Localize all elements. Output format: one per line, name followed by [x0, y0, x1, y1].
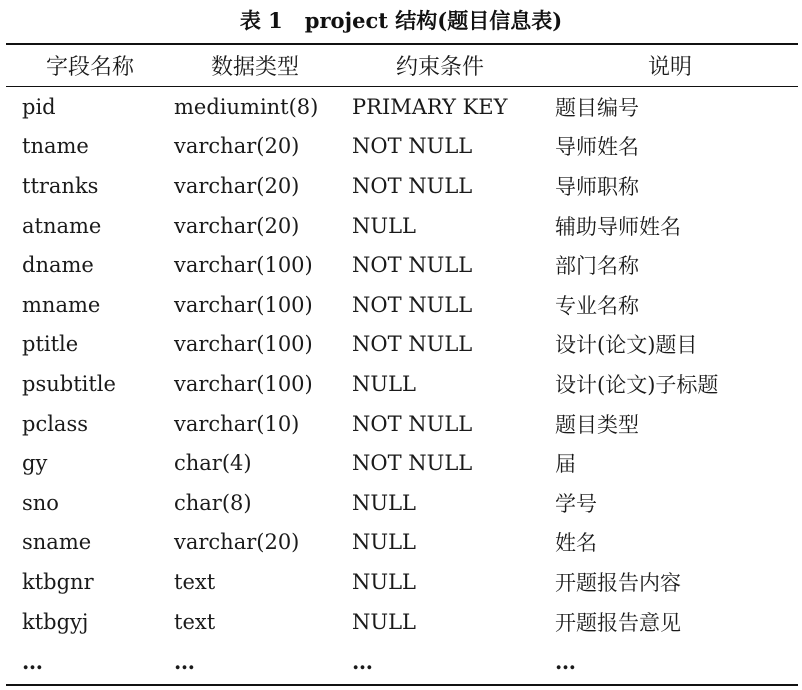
cell-field-name: ktbgnr	[22, 569, 94, 594]
cell-field-name: mname	[22, 292, 101, 317]
table-row	[0, 285, 802, 325]
cell-field-name: sname	[22, 530, 92, 555]
cell-description: 辅助导师姓名	[555, 214, 681, 239]
table-caption-title: project 结构(题目信息表)	[304, 8, 563, 33]
cell-description: 姓名	[555, 531, 597, 556]
cell-data-type: varchar(100)	[174, 371, 313, 396]
table-row	[0, 325, 802, 365]
cell-field-name: pclass	[22, 411, 88, 436]
table-row	[0, 206, 802, 246]
table-row	[0, 641, 802, 681]
cell-description: 部门名称	[555, 254, 639, 279]
header-field-name: 字段名称	[45, 55, 134, 80]
table-row	[0, 166, 802, 206]
cell-constraint: NULL	[352, 530, 416, 555]
cell-field-name: …	[22, 648, 44, 674]
cell-constraint: …	[352, 648, 374, 674]
cell-field-name: psubtitle	[22, 371, 116, 396]
table-row	[0, 245, 802, 285]
cell-description: 开题报告意见	[555, 610, 681, 635]
cell-data-type: varchar(20)	[174, 173, 300, 198]
cell-data-type: varchar(10)	[174, 411, 300, 436]
cell-description: 设计(论文)子标题	[555, 372, 719, 397]
table-row	[0, 87, 802, 127]
table-row	[0, 602, 802, 642]
cell-data-type: text	[174, 609, 216, 634]
cell-description: 导师职称	[555, 174, 639, 199]
cell-data-type: varchar(20)	[174, 530, 300, 555]
cell-description: 题目编号	[555, 95, 639, 120]
cell-data-type: varchar(100)	[174, 292, 313, 317]
cell-constraint: NOT NULL	[352, 134, 473, 159]
cell-field-name: dname	[22, 253, 94, 278]
table-row	[0, 443, 802, 483]
table-caption-number: 表 1	[239, 8, 283, 33]
cell-data-type: varchar(20)	[174, 213, 300, 238]
cell-constraint: NOT NULL	[352, 332, 473, 357]
cell-data-type: varchar(100)	[174, 253, 313, 278]
table-row	[0, 127, 802, 167]
cell-constraint: NULL	[352, 569, 416, 594]
table-row	[0, 523, 802, 563]
cell-constraint: NULL	[352, 213, 416, 238]
cell-data-type: varchar(100)	[174, 332, 313, 357]
cell-field-name: ktbgyj	[22, 609, 89, 634]
cell-description: 开题报告内容	[555, 570, 681, 595]
cell-field-name: ptitle	[22, 332, 79, 357]
cell-constraint: PRIMARY KEY	[352, 94, 508, 119]
cell-constraint: NOT NULL	[352, 253, 473, 278]
table-bottom-rule	[6, 684, 798, 686]
table-row	[0, 483, 802, 523]
header-data-type: 数据类型	[210, 55, 299, 80]
cell-field-name: atname	[22, 213, 102, 238]
table-row	[0, 364, 802, 404]
table-row	[0, 404, 802, 444]
header-constraint: 约束条件	[395, 55, 484, 80]
cell-constraint: NULL	[352, 609, 416, 634]
cell-description: 设计(论文)题目	[555, 333, 698, 358]
cell-field-name: gy	[22, 451, 48, 476]
cell-description: …	[555, 648, 577, 674]
cell-description: 导师姓名	[555, 135, 639, 160]
cell-constraint: NULL	[352, 490, 416, 515]
cell-field-name: sno	[22, 490, 59, 515]
cell-constraint: NOT NULL	[352, 411, 473, 436]
table-row	[0, 562, 802, 602]
cell-field-name: tname	[22, 134, 89, 159]
cell-data-type: …	[174, 648, 196, 674]
table-caption	[0, 4, 802, 38]
cell-constraint: NULL	[352, 371, 416, 396]
table-header-row	[0, 45, 802, 86]
cell-constraint: NOT NULL	[352, 451, 473, 476]
cell-data-type: text	[174, 569, 216, 594]
cell-description: 题目类型	[555, 412, 639, 437]
cell-data-type: varchar(20)	[174, 134, 300, 159]
cell-data-type: char(8)	[174, 490, 252, 515]
cell-data-type: char(4)	[174, 451, 252, 476]
cell-data-type: mediumint(8)	[174, 94, 319, 119]
cell-constraint: NOT NULL	[352, 292, 473, 317]
cell-field-name: ttranks	[22, 173, 99, 198]
cell-description: 届	[555, 452, 576, 477]
cell-field-name: pid	[22, 94, 56, 119]
cell-constraint: NOT NULL	[352, 173, 473, 198]
cell-description: 学号	[555, 491, 597, 516]
header-description: 说明	[647, 55, 692, 80]
cell-description: 专业名称	[555, 293, 639, 318]
